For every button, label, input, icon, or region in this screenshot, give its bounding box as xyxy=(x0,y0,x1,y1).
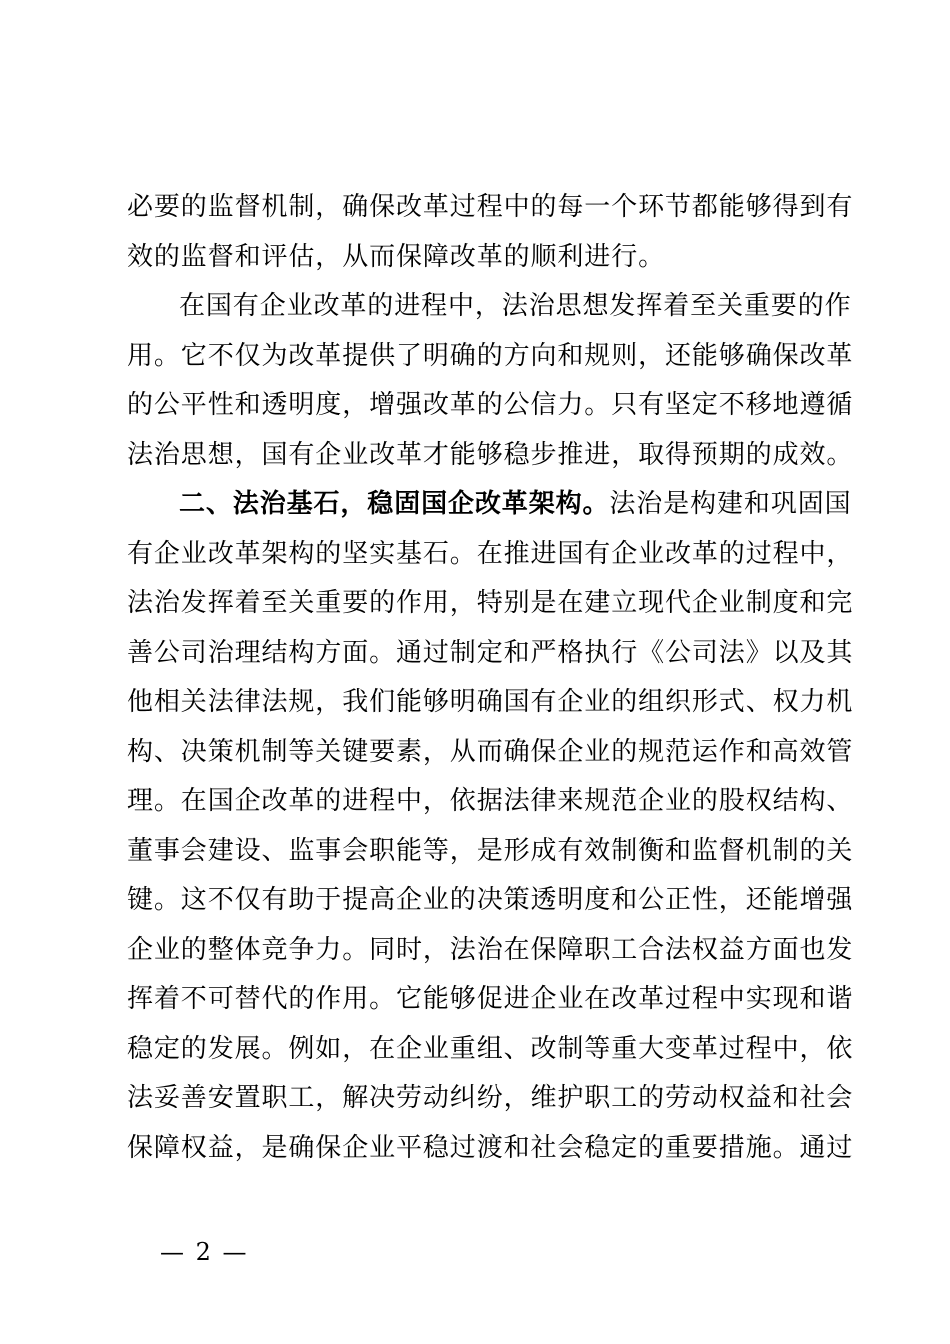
paragraph-line: 构、决策机制等关键要素，从而确保企业的规范运作和高效管 xyxy=(127,737,854,767)
paragraph-line: 他相关法律法规，我们能够明确国有企业的组织形式、权力机 xyxy=(127,687,854,717)
paragraph-line: 的公平性和透明度，增强改革的公信力。只有坚定不移地遵循 xyxy=(127,390,854,420)
paragraph-line: 法治发挥着至关重要的作用，特别是在建立现代企业制度和完 xyxy=(127,588,854,618)
paragraph-line: 理。在国企改革的进程中，依据法律来规范企业的股权结构、 xyxy=(127,786,854,816)
paragraph-line: 必要的监督机制，确保改革过程中的每一个环节都能够得到有 xyxy=(127,192,854,222)
paragraph-line: 稳定的发展。例如，在企业重组、改制等重大变革过程中，依 xyxy=(127,1034,854,1064)
section-heading-continuation: 法治是构建和巩固国 xyxy=(609,489,852,519)
paragraph-line: 保障权益，是确保企业平稳过渡和社会稳定的重要措施。通过 xyxy=(127,1133,854,1163)
paragraph-line: 法治思想，国有企业改革才能够稳步推进，取得预期的成效。 xyxy=(127,440,854,470)
paragraph-line: 键。这不仅有助于提高企业的决策透明度和公正性，还能增强 xyxy=(127,885,854,915)
section-heading-line xyxy=(179,488,852,520)
paragraph-line: 董事会建设、监事会职能等，是形成有效制衡和监督机制的关 xyxy=(127,836,854,866)
paragraph-line: 用。它不仅为改革提供了明确的方向和规则，还能够确保改革 xyxy=(127,341,854,371)
page-number: — 2 — xyxy=(160,1238,249,1266)
paragraph-line: 在国有企业改革的进程中，法治思想发挥着至关重要的作 xyxy=(179,291,852,321)
paragraph-line: 企业的整体竞争力。同时，法治在保障职工合法权益方面也发 xyxy=(127,935,854,965)
section-heading: 二、法治基石，稳固国企改革架构。 xyxy=(179,489,610,519)
paragraph-line: 有企业改革架构的坚实基石。在推进国有企业改革的过程中， xyxy=(127,539,854,569)
paragraph-line: 挥着不可替代的作用。它能够促进企业在改革过程中实现和谐 xyxy=(127,984,854,1014)
paragraph-line: 善公司治理结构方面。通过制定和严格执行《公司法》以及其 xyxy=(127,638,854,668)
paragraph-line: 效的监督和评估，从而保障改革的顺利进行。 xyxy=(127,242,666,272)
paragraph-line: 法妥善安置职工，解决劳动纠纷，维护职工的劳动权益和社会 xyxy=(127,1083,854,1113)
